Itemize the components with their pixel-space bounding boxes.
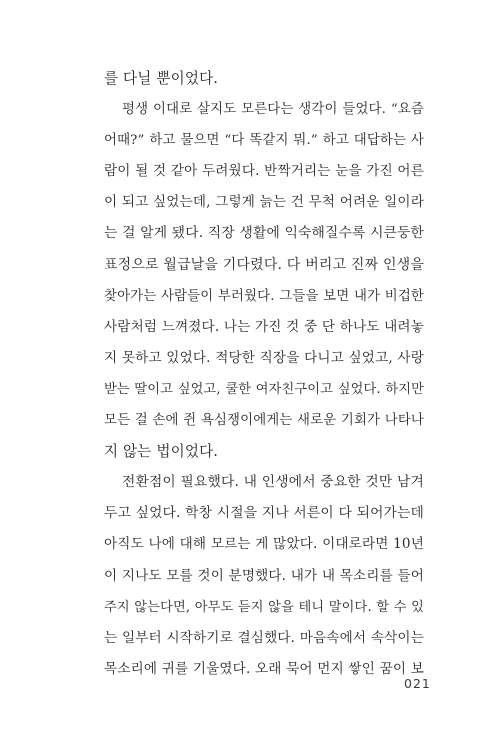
text-line: 람이 될 것 같아 두려웠다. 반짝거리는 눈을 가진 어른	[104, 163, 424, 180]
text-line: 평생 이대로 살지도 모른다는 생각이 들었다. “요즘	[122, 102, 424, 118]
text-line: 는 걸 알게 됐다. 직장 생활에 익숙해질수록 시큰둥한	[104, 225, 424, 242]
text-line: 받는 딸이고 싶었고, 쿨한 여자친구이고 싶었다. 하지만	[104, 381, 424, 397]
text-line: 두고 싶었다. 학창 시절을 지나 서른이 다 되어가는데	[104, 505, 424, 522]
text-line: 이 지나도 모를 것이 분명했다. 내가 내 목소리를 들어	[104, 567, 424, 584]
text-line: 사람처럼 느껴졌다. 나는 가진 것 중 단 하나도 내려놓	[104, 318, 424, 335]
text-line: 목소리에 귀를 기울였다. 오래 묵어 먼지 쌓인 꿈이 보	[104, 660, 424, 677]
text-line: 찾아가는 사람들이 부러웠다. 그들을 보면 내가 비겁한	[104, 288, 424, 304]
body-text	[104, 63, 424, 685]
text-line: 전환점이 필요했다. 내 인생에서 중요한 것만 남겨	[122, 474, 424, 491]
text-line: 는 일부터 시작하기로 결심했다. 마음속에서 속삭이는	[104, 629, 424, 646]
text-line: 지 못하고 있었다. 적당한 직장을 다니고 싶었고, 사랑	[104, 349, 424, 366]
text-line: 표정으로 월급날을 기다렸다. 다 버리고 진짜 인생을	[104, 256, 424, 273]
page-number: 021	[404, 676, 431, 691]
text-line: 이 되고 싶었는데, 그렇게 늙는 건 무척 어려운 일이라	[104, 194, 424, 211]
text-line: 어때?” 하고 물으면 “다 똑같지 뭐.” 하고 대답하는 사	[104, 133, 424, 149]
text-line: 아직도 나에 대해 모르는 게 많았다. 이대로라면 10년	[104, 536, 424, 553]
text-line: 지 않는 법이었다.	[104, 443, 219, 461]
text-line: 모든 걸 손에 쥔 욕심쟁이에게는 새로운 기회가 나타나	[104, 413, 424, 429]
text-line: 를 다닐 뿐이었다.	[104, 70, 219, 87]
text-line: 주지 않는다면, 아무도 듣지 않을 테니 말이다. 할 수 있	[104, 599, 424, 615]
